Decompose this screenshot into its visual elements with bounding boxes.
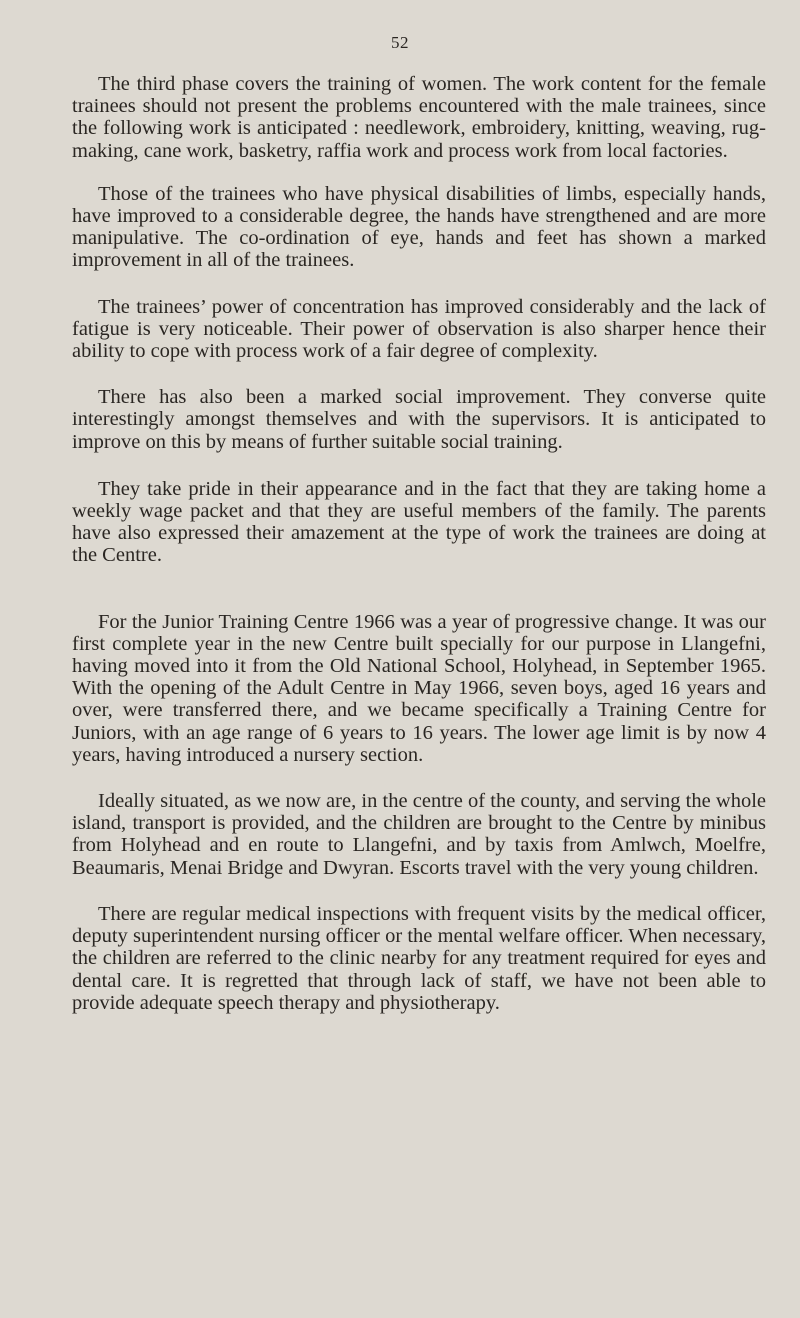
paragraph-transport: Ideally situated, as we now are, in the centre of the county, and serving the whole island, transport is provided, and the children are brought to the Centre by minibus from Holyhead and en route to Llangefni, and by taxis from Amlwch, Moelfre, Beaumaris, Menai Bridge and Dwyran. Escorts travel with the very young children. xyxy=(72,790,766,879)
paragraph-junior-training-centre: For the Junior Training Centre 1966 was a year of progressive change. It was our first complete year in the new Centre built specially for our purpose in Llangefni, having moved into it from the Old National School, Holyhead, in September 1965. With the opening of the Adult Centre in May 1966, seven boys, aged 16 years and over, were transferred there, and we became specifically a Training Centre for Juniors, with an age range of 6 years to 16 years. The lower age limit is by now 4 years, having introduced a nursery section. xyxy=(72,610,766,766)
page-number: 52 xyxy=(391,33,409,52)
paragraph-social-improvement: There has also been a marked social improvement. They converse quite interestingly amongst themselves and with the supervisors. It is anticipated to improve on this by means of further suitable social training. xyxy=(72,386,766,453)
paragraph-women-training: The third phase covers the training of women. The work content for the female trainees should not present the problems encountered with the male trainees, since the following work is anticipated : needlework, embroidery, knitting, weaving, rug-making, cane work, basketry, raffia work and process work from local factories. xyxy=(72,73,766,162)
paragraph-physical-disabilities: Those of the trainees who have physical disabilities of limbs, especially hands, have improved to a considerable degree, the hands have strengthened and are more manipulative. The co-ordination of eye, hands and feet has shown a marked improvement in all of the trainees. xyxy=(72,182,766,272)
paragraph-pride: They take pride in their appearance and in the fact that they are taking home a weekly wage packet and that they are useful members of the family. The parents have also expressed their amazement at the type of work the trainees are doing at the Centre. xyxy=(72,477,766,567)
paragraph-medical-inspections: There are regular medical inspections with frequent visits by the medical officer, deputy superintendent nursing officer or the mental welfare officer. When necessary, the children are referred to the clinic nearby for any treatment required for eyes and dental care. It is regretted that through lack of staff, we have not been able to provide adequate speech therapy and physiotherapy. xyxy=(72,902,766,1014)
body-text xyxy=(72,73,766,1014)
paragraph-concentration: The trainees’ power of concentration has improved considerably and the lack of fatigue is very noticeable. Their power of observation is also sharper hence their ability to cope with process work of a fair degree of complexity. xyxy=(72,295,766,363)
